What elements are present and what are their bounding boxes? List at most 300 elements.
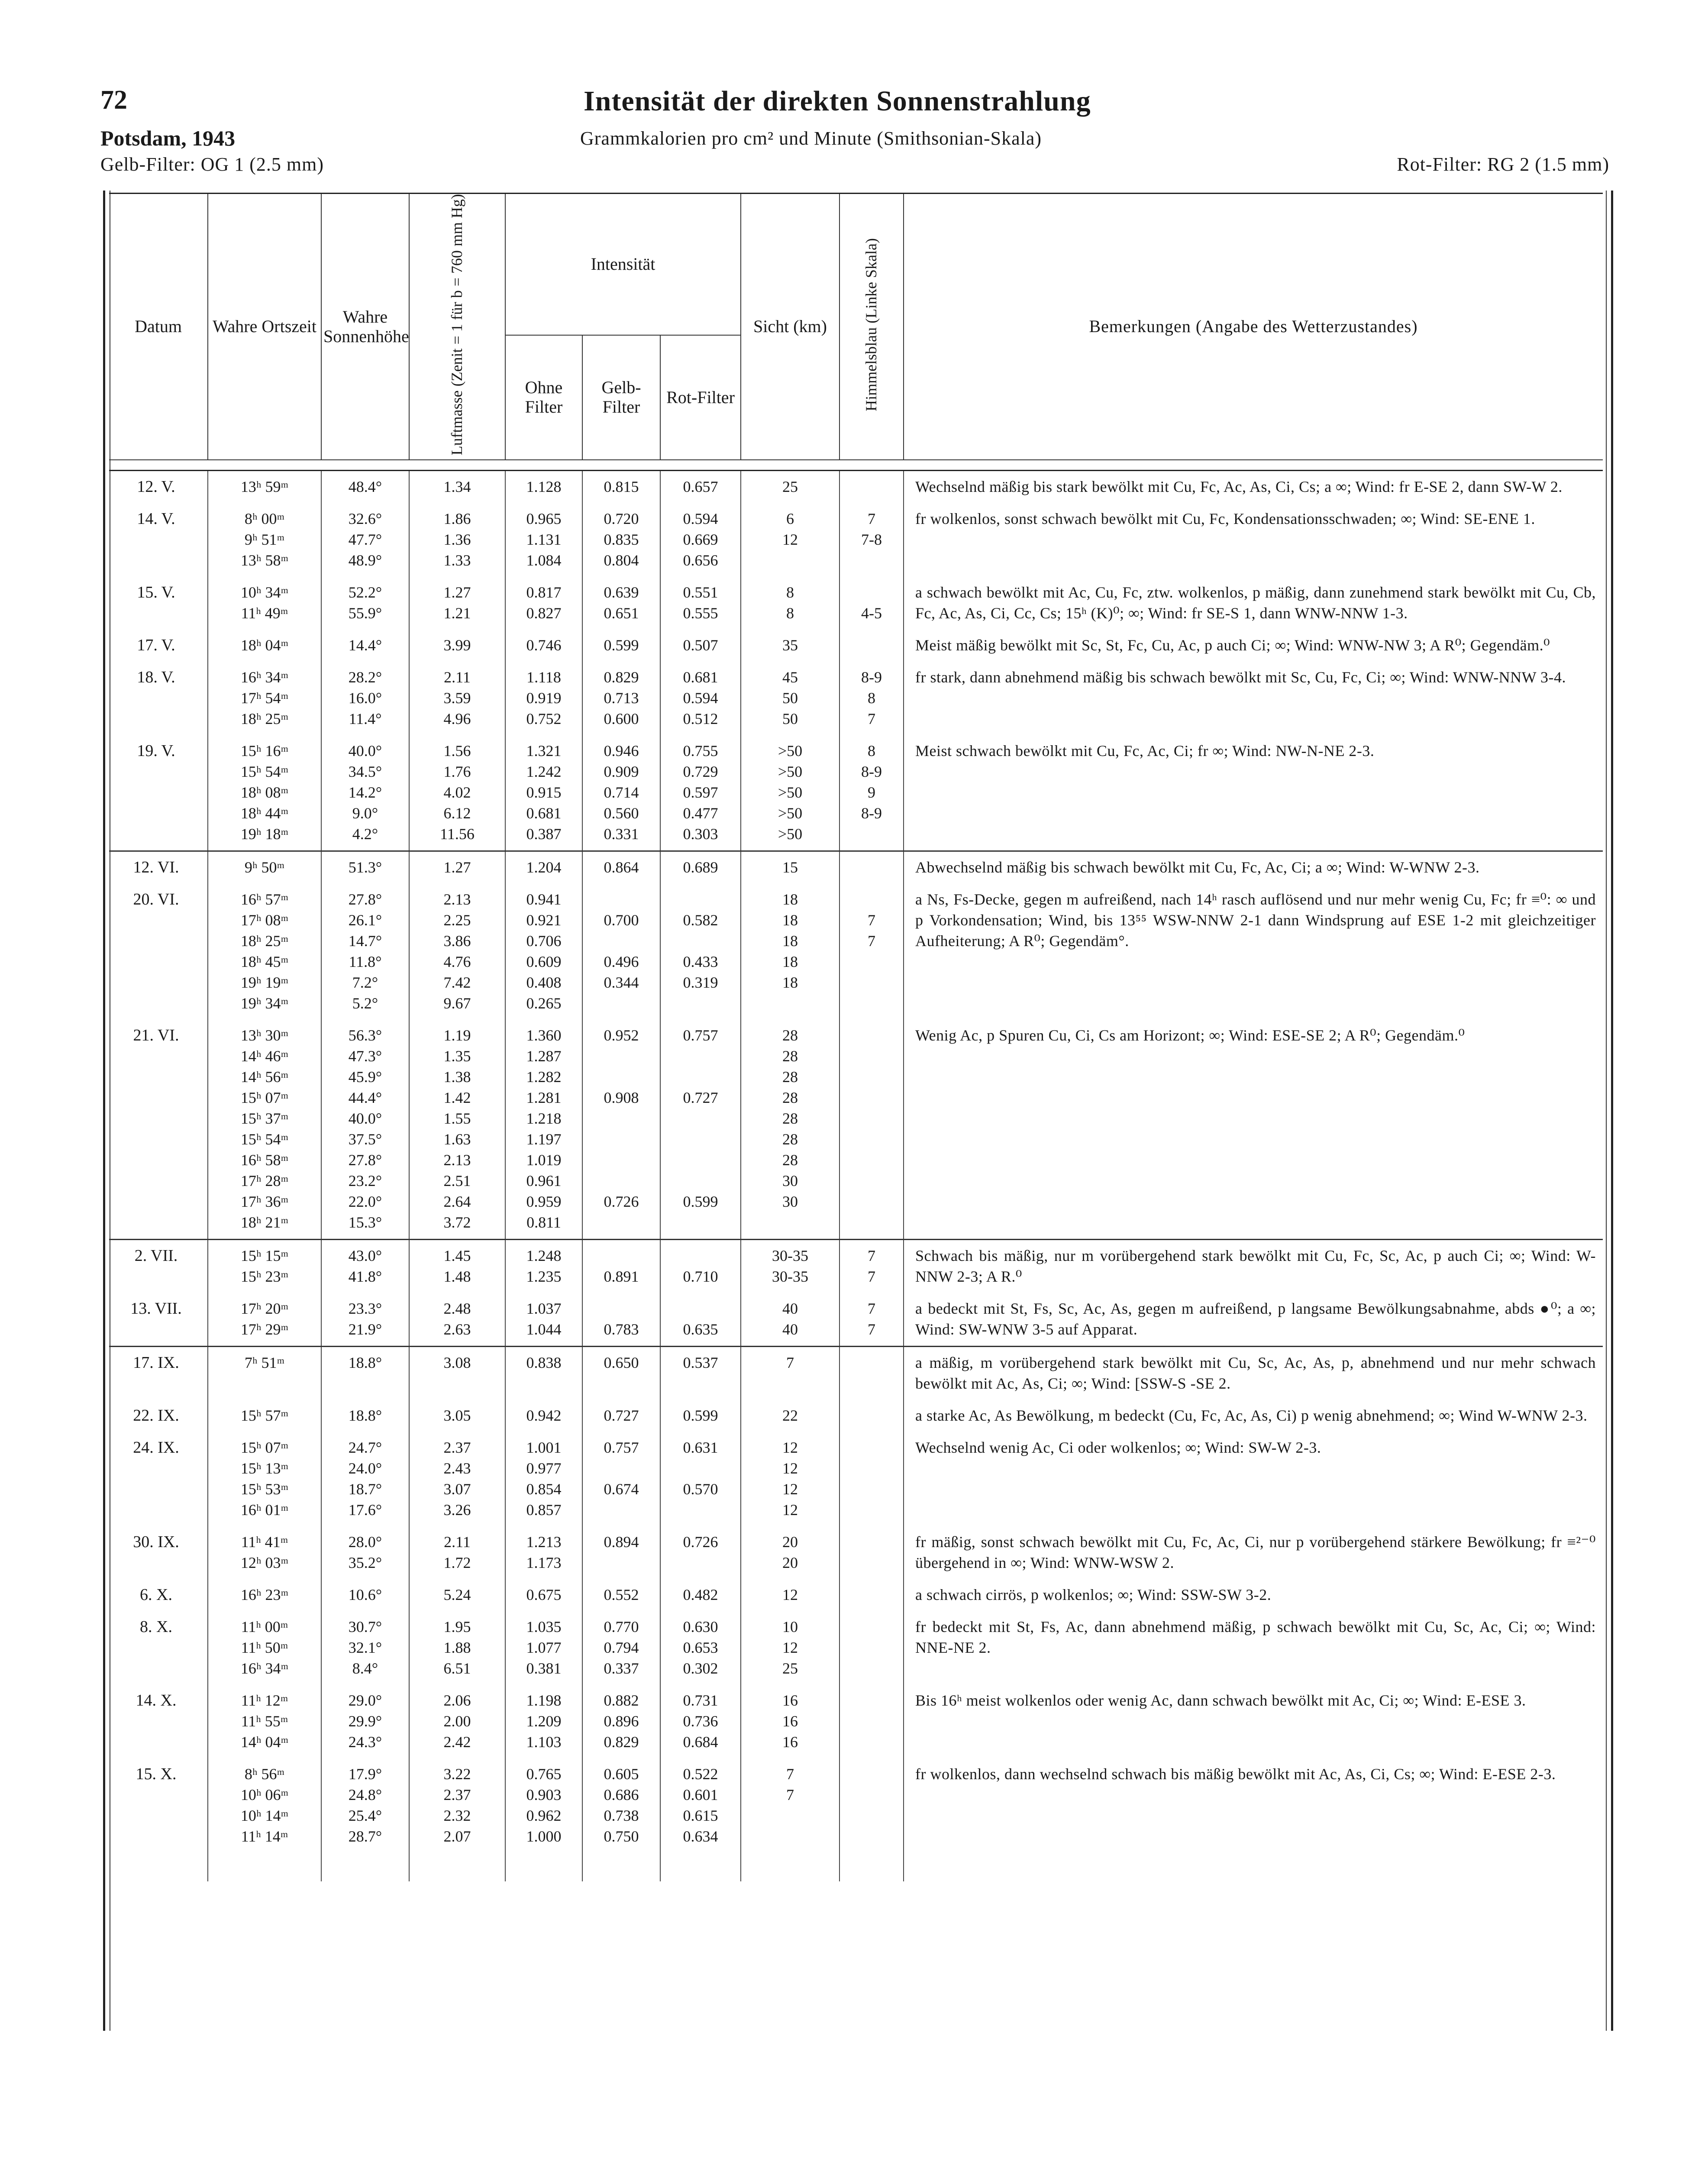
airmass-cell xyxy=(409,1685,505,1758)
visibility-cell-value: >50 xyxy=(778,742,803,760)
sun-altitude-cell-value: 17.9° xyxy=(348,1765,382,1783)
intensity-yellow-cell-value: 0.650 xyxy=(604,1354,639,1372)
airmass-cell-value: 2.13 xyxy=(443,891,471,908)
sun-altitude-cell xyxy=(321,1347,409,1400)
time-cell-value: 11ʰ 49ᵐ xyxy=(241,604,288,622)
intensity-no-filter-cell-value: 0.962 xyxy=(526,1807,562,1825)
airmass-cell-value: 2.37 xyxy=(443,1786,471,1804)
intensity-red-cell-value: 0.729 xyxy=(683,763,718,781)
airmass-cell xyxy=(409,735,505,851)
intensity-yellow-cell xyxy=(582,1579,660,1611)
time-cell-value: 17ʰ 20ᵐ xyxy=(240,1300,289,1318)
sky-blue-cell-value xyxy=(840,1690,903,1711)
sky-blue-cell-value xyxy=(840,1108,903,1129)
sun-altitude-cell-value: 34.5° xyxy=(348,763,382,781)
airmass-cell-value: 4.02 xyxy=(443,784,471,801)
time-cell-value: 17ʰ 54ᵐ xyxy=(240,689,289,707)
intensity-red-cell-value: 0.599 xyxy=(683,1193,718,1211)
remarks-cell: Wechselnd wenig Ac, Ci oder wolkenlos; ∞; Wind: SW-W 2-3. xyxy=(904,1432,1603,1526)
sky-blue-cell-value: 8-9 xyxy=(861,669,882,686)
airmass-cell-value: 1.45 xyxy=(443,1247,471,1265)
observation-group xyxy=(109,884,1603,1020)
sun-altitude-cell xyxy=(321,662,409,735)
airmass-cell-value: 2.32 xyxy=(443,1807,471,1825)
remarks-cell: Meist schwach bewölkt mit Cu, Fc, Ac, Ci; fr ∞; Wind: NW-N-NE 2-3. xyxy=(904,735,1603,851)
sun-altitude-cell xyxy=(321,1758,409,1881)
sun-altitude-cell-value: 40.0° xyxy=(348,742,382,760)
visibility-cell-value: 18 xyxy=(782,974,798,992)
time-cell-value: 16ʰ 57ᵐ xyxy=(240,891,289,908)
airmass-cell xyxy=(409,1020,505,1240)
intensity-red-cell-value xyxy=(661,1298,740,1319)
intensity-yellow-cell xyxy=(582,1020,660,1240)
airmass-cell-value: 2.00 xyxy=(443,1713,471,1730)
intensity-yellow-cell-value xyxy=(583,1046,660,1066)
sky-blue-cell-value xyxy=(840,1584,903,1605)
intensity-red-cell xyxy=(660,1611,741,1685)
observation-group xyxy=(109,1293,1603,1347)
sky-blue-cell-value xyxy=(840,889,903,910)
intensity-yellow-cell-value: 0.835 xyxy=(604,531,639,549)
intensity-red-cell-value: 0.757 xyxy=(683,1027,718,1044)
sky-blue-cell-value xyxy=(840,951,903,972)
intensity-no-filter-cell-value: 1.204 xyxy=(526,859,562,876)
sun-altitude-cell-value: 52.2° xyxy=(348,584,382,601)
intensity-yellow-cell-value xyxy=(583,1499,660,1520)
visibility-cell xyxy=(741,735,839,851)
visibility-cell-value: 28 xyxy=(782,1131,798,1148)
sky-blue-cell xyxy=(839,662,904,735)
intensity-yellow-cell-value xyxy=(583,931,660,951)
airmass-cell xyxy=(409,1526,505,1579)
airmass-cell-value: 6.12 xyxy=(443,805,471,822)
visibility-cell xyxy=(741,630,839,662)
sun-altitude-cell-value: 14.2° xyxy=(348,784,382,801)
date-cell: 12. VI. xyxy=(109,851,208,884)
visibility-cell xyxy=(741,471,839,504)
sky-blue-cell xyxy=(839,1293,904,1347)
intensity-red-cell-value: 0.582 xyxy=(683,911,718,929)
sun-altitude-cell xyxy=(321,1293,409,1347)
visibility-cell-value: 30 xyxy=(782,1172,798,1190)
intensity-no-filter-cell-value: 1.321 xyxy=(526,742,562,760)
intensity-red-cell-value: 0.477 xyxy=(683,805,718,822)
sun-altitude-cell-value: 47.3° xyxy=(348,1047,382,1065)
col-header-red-filter: Rot-Filter xyxy=(660,335,741,460)
intensity-no-filter-cell-value: 0.706 xyxy=(526,932,562,950)
sun-altitude-cell-value: 32.1° xyxy=(348,1639,382,1657)
airmass-cell-value: 1.27 xyxy=(443,584,471,601)
time-cell xyxy=(208,1579,321,1611)
visibility-cell-value: 16 xyxy=(782,1692,798,1709)
intensity-yellow-cell-value: 0.794 xyxy=(604,1639,639,1657)
page-number: 72 xyxy=(100,85,127,115)
intensity-red-cell-value: 0.727 xyxy=(683,1089,718,1107)
intensity-no-filter-cell-value: 0.408 xyxy=(526,974,562,992)
visibility-cell xyxy=(741,851,839,884)
sky-blue-cell-value xyxy=(840,1552,903,1573)
sun-altitude-cell xyxy=(321,1526,409,1579)
observation-group xyxy=(109,1758,1603,1881)
sun-altitude-cell xyxy=(321,577,409,630)
intensity-no-filter-cell-value: 1.197 xyxy=(526,1131,562,1148)
sun-altitude-cell xyxy=(321,1432,409,1526)
time-cell xyxy=(208,1020,321,1240)
visibility-cell-value: 50 xyxy=(782,689,798,707)
sky-blue-cell-value: 7 xyxy=(868,911,875,929)
table-body xyxy=(109,471,1603,1882)
airmass-cell-value: 2.37 xyxy=(443,1439,471,1457)
time-cell-value: 8ʰ 00ᵐ xyxy=(244,510,285,528)
sun-altitude-cell-value: 18.8° xyxy=(348,1354,382,1372)
page-title: Intensität der direkten Sonnenstrahlung xyxy=(584,85,1091,117)
airmass-cell-value: 3.22 xyxy=(443,1765,471,1783)
date-cell: 19. V. xyxy=(137,742,175,760)
intensity-red-cell-value: 0.303 xyxy=(683,825,718,843)
sun-altitude-cell-value: 51.3° xyxy=(348,859,382,876)
time-cell xyxy=(208,471,321,504)
visibility-cell-value: 6 xyxy=(786,510,794,528)
intensity-red-cell-value xyxy=(661,1129,740,1150)
airmass-cell-value: 2.11 xyxy=(444,669,471,686)
intensity-yellow-cell-value: 0.337 xyxy=(604,1660,639,1677)
time-cell-value: 14ʰ 46ᵐ xyxy=(240,1047,289,1065)
sky-blue-cell-value xyxy=(840,1479,903,1499)
sky-blue-cell-value: 7 xyxy=(868,1321,875,1338)
intensity-yellow-cell xyxy=(582,662,660,735)
intensity-no-filter-cell-value: 0.977 xyxy=(526,1460,562,1477)
sky-blue-cell-value xyxy=(840,1458,903,1479)
sun-altitude-cell xyxy=(321,884,409,1020)
sun-altitude-cell-value: 10.6° xyxy=(348,1586,382,1604)
time-cell-value: 13ʰ 58ᵐ xyxy=(240,552,289,569)
sky-blue-cell xyxy=(839,884,904,1020)
sun-altitude-cell-value: 30.7° xyxy=(348,1618,382,1636)
sun-altitude-cell-value: 29.0° xyxy=(348,1692,382,1709)
sun-altitude-cell xyxy=(321,1611,409,1685)
time-cell xyxy=(208,1347,321,1400)
units-subtitle: Grammkalorien pro cm² und Minute (Smithsonian-Skala) xyxy=(580,128,1042,149)
intensity-yellow-cell-value: 0.700 xyxy=(604,911,639,929)
time-cell-value: 15ʰ 13ᵐ xyxy=(240,1460,289,1477)
airmass-cell-value: 3.72 xyxy=(443,1214,471,1231)
observation-group xyxy=(109,630,1603,662)
airmass-cell xyxy=(409,884,505,1020)
date-cell: 30. IX. xyxy=(133,1533,179,1551)
sky-blue-cell xyxy=(839,1400,904,1432)
sky-blue-cell-value xyxy=(840,1352,903,1373)
intensity-no-filter-cell-value: 1.198 xyxy=(526,1692,562,1709)
sky-blue-cell-value: 7-8 xyxy=(861,531,882,549)
sky-blue-cell xyxy=(839,1020,904,1240)
time-cell-value: 15ʰ 16ᵐ xyxy=(240,742,289,760)
intensity-red-cell-value: 0.630 xyxy=(683,1618,718,1636)
time-cell-value: 18ʰ 25ᵐ xyxy=(240,932,289,950)
intensity-yellow-cell-value: 0.896 xyxy=(604,1713,639,1730)
observation-group xyxy=(109,851,1603,884)
time-cell-value: 19ʰ 19ᵐ xyxy=(240,974,289,992)
date-cell: 24. IX. xyxy=(133,1438,179,1457)
sky-blue-cell-value: 8 xyxy=(868,742,875,760)
time-cell-value: 10ʰ 14ᵐ xyxy=(240,1807,289,1825)
intensity-red-cell xyxy=(660,1240,741,1293)
time-cell-value: 11ʰ 12ᵐ xyxy=(241,1692,288,1709)
sun-altitude-cell xyxy=(321,503,409,577)
intensity-red-cell xyxy=(660,1293,741,1347)
time-cell-value: 18ʰ 04ᵐ xyxy=(240,637,289,654)
intensity-yellow-cell-value: 0.815 xyxy=(604,478,639,496)
intensity-no-filter-cell-value: 1.287 xyxy=(526,1047,562,1065)
remarks-cell: fr mäßig, sonst schwach bewölkt mit Cu, Fc, Ac, Ci, nur p vorübergehend stärkere Bewölkung; fr ≡²⁻⁰ übergehend in ∞; Wind: WNW-WSW 2. xyxy=(904,1526,1603,1579)
col-header-visibility: Sicht (km) xyxy=(741,194,839,460)
airmass-cell xyxy=(409,1293,505,1347)
sun-altitude-cell-value: 16.0° xyxy=(348,689,382,707)
intensity-no-filter-cell-value: 0.609 xyxy=(526,953,562,971)
intensity-red-cell-value: 0.710 xyxy=(683,1268,718,1286)
intensity-yellow-cell xyxy=(582,1240,660,1293)
intensity-yellow-cell-value: 0.864 xyxy=(604,859,639,876)
time-cell xyxy=(208,735,321,851)
sky-blue-cell xyxy=(839,1240,904,1293)
intensity-red-cell-value: 0.631 xyxy=(683,1439,718,1457)
airmass-cell-value: 2.06 xyxy=(443,1692,471,1709)
visibility-cell-value: 8 xyxy=(786,584,794,601)
intensity-red-cell-value: 0.522 xyxy=(683,1765,718,1783)
sun-altitude-cell-value: 40.0° xyxy=(348,1110,382,1128)
intensity-no-filter-cell-value: 0.857 xyxy=(526,1501,562,1519)
sun-altitude-cell-value: 27.8° xyxy=(348,1151,382,1169)
observation-group xyxy=(109,1432,1603,1526)
sun-altitude-cell-value: 7.2° xyxy=(352,974,378,992)
airmass-cell-value: 2.48 xyxy=(443,1300,471,1318)
remarks-cell: Abwechselnd mäßig bis schwach bewölkt mit Cu, Fc, Ac, Ci; a ∞; Wind: W-WNW 2-3. xyxy=(904,851,1603,884)
sun-altitude-cell-value: 24.3° xyxy=(348,1733,382,1751)
time-cell xyxy=(208,1293,321,1347)
sun-altitude-cell-value: 44.4° xyxy=(348,1089,382,1107)
date-cell: 14. X. xyxy=(136,1691,177,1710)
sky-blue-cell-value xyxy=(840,857,903,878)
airmass-cell-value: 3.08 xyxy=(443,1354,471,1372)
sky-blue-cell-value xyxy=(840,1437,903,1458)
visibility-cell-value: 12 xyxy=(782,1501,798,1519)
intensity-red-cell-value: 0.302 xyxy=(683,1660,718,1677)
sky-blue-cell-value xyxy=(840,1658,903,1679)
sun-altitude-cell-value: 18.7° xyxy=(348,1480,382,1498)
airmass-cell-value: 1.95 xyxy=(443,1618,471,1636)
airmass-cell xyxy=(409,471,505,504)
visibility-cell-value: 18 xyxy=(782,911,798,929)
intensity-red-cell-value: 0.594 xyxy=(683,510,718,528)
remarks-cell: Wechselnd mäßig bis stark bewölkt mit Cu, Fc, Ac, As, Ci, Cs; a ∞; Wind: fr E-SE 2, dann SW-W 2. xyxy=(904,471,1603,504)
sun-altitude-cell-value: 14.7° xyxy=(348,932,382,950)
airmass-cell-value: 3.05 xyxy=(443,1407,471,1425)
intensity-red-cell-value: 0.597 xyxy=(683,784,718,801)
airmass-cell xyxy=(409,1347,505,1400)
intensity-yellow-cell-value: 0.713 xyxy=(604,689,639,707)
intensity-red-cell-value xyxy=(661,889,740,910)
intensity-yellow-cell xyxy=(582,471,660,504)
intensity-yellow-cell xyxy=(582,1611,660,1685)
sky-blue-cell-value xyxy=(840,476,903,497)
intensity-no-filter-cell-value: 1.044 xyxy=(526,1321,562,1338)
intensity-no-filter-cell xyxy=(505,1020,582,1240)
airmass-cell xyxy=(409,630,505,662)
col-header-airmass xyxy=(409,194,505,460)
intensity-red-cell-value: 0.684 xyxy=(683,1733,718,1751)
visibility-cell-value: 12 xyxy=(782,1460,798,1477)
intensity-yellow-cell-value: 0.600 xyxy=(604,710,639,728)
sky-blue-cell xyxy=(839,1432,904,1526)
sun-altitude-cell-value: 29.9° xyxy=(348,1713,382,1730)
visibility-cell xyxy=(741,1685,839,1758)
intensity-no-filter-cell xyxy=(505,735,582,851)
sky-blue-cell-value: 7 xyxy=(868,1247,875,1265)
observation-group xyxy=(109,1347,1603,1400)
sky-blue-cell-value: 7 xyxy=(868,1268,875,1286)
sky-blue-cell-value xyxy=(840,550,903,571)
airmass-cell-value: 1.63 xyxy=(443,1131,471,1148)
sun-altitude-cell xyxy=(321,735,409,851)
intensity-no-filter-cell-value: 0.681 xyxy=(526,805,562,822)
observation-group xyxy=(109,735,1603,851)
intensity-red-cell-value: 0.634 xyxy=(683,1828,718,1845)
intensity-red-cell-value xyxy=(661,1108,740,1129)
visibility-cell-value: 20 xyxy=(782,1533,798,1551)
sun-altitude-cell xyxy=(321,1020,409,1240)
intensity-no-filter-cell-value: 1.360 xyxy=(526,1027,562,1044)
intensity-yellow-cell xyxy=(582,851,660,884)
sun-altitude-cell-value: 55.9° xyxy=(348,604,382,622)
remarks-cell: fr bedeckt mit St, Fs, Ac, dann abnehmend mäßig, p schwach bewölkt mit Cu, Sc, Ac, Ci; ∞; Wind: NNE-NE 2. xyxy=(904,1611,1603,1685)
visibility-cell xyxy=(741,1347,839,1400)
col-header-sky-blue xyxy=(839,194,904,460)
airmass-cell-value: 3.59 xyxy=(443,689,471,707)
sun-altitude-cell-value: 28.0° xyxy=(348,1533,382,1551)
time-cell-value: 19ʰ 18ᵐ xyxy=(240,825,289,843)
sky-blue-cell-value xyxy=(840,1191,903,1212)
intensity-no-filter-cell-value: 0.827 xyxy=(526,604,562,622)
intensity-no-filter-cell-value: 1.218 xyxy=(526,1110,562,1128)
sky-blue-cell-value xyxy=(840,1805,903,1826)
airmass-cell-value: 1.19 xyxy=(443,1027,471,1044)
date-cell: 21. VI. xyxy=(133,1026,179,1045)
intensity-yellow-cell-value: 0.560 xyxy=(604,805,639,822)
intensity-red-cell xyxy=(660,1347,741,1400)
sky-blue-cell-value xyxy=(840,1616,903,1637)
observation-group xyxy=(109,503,1603,577)
intensity-yellow-cell-value: 0.882 xyxy=(604,1692,639,1709)
sun-altitude-cell-value: 18.8° xyxy=(348,1407,382,1425)
time-cell-value: 13ʰ 59ᵐ xyxy=(240,478,289,496)
date-cell: 15. X. xyxy=(136,1765,177,1784)
observation-group xyxy=(109,662,1603,735)
sun-altitude-cell-value: 43.0° xyxy=(348,1247,382,1265)
time-cell-value: 15ʰ 23ᵐ xyxy=(240,1268,289,1286)
intensity-no-filter-cell-value: 1.173 xyxy=(526,1554,562,1572)
visibility-cell-value: 8 xyxy=(786,604,794,622)
sky-blue-cell-value: 9 xyxy=(868,784,875,801)
airmass-cell-value: 4.96 xyxy=(443,710,471,728)
sky-blue-cell-value xyxy=(840,1066,903,1087)
col-header-no-filter: Ohne Filter xyxy=(505,335,582,460)
sky-blue-cell-value: 7 xyxy=(868,710,875,728)
intensity-yellow-cell xyxy=(582,1432,660,1526)
observation-group xyxy=(109,577,1603,630)
sun-altitude-cell-value: 37.5° xyxy=(348,1131,382,1148)
time-cell-value: 18ʰ 25ᵐ xyxy=(240,710,289,728)
intensity-yellow-cell-value xyxy=(583,1108,660,1129)
intensity-yellow-cell-value xyxy=(583,993,660,1014)
sun-altitude-cell xyxy=(321,1685,409,1758)
intensity-no-filter-cell-value: 1.035 xyxy=(526,1618,562,1636)
sun-altitude-cell-value: 41.8° xyxy=(348,1268,382,1286)
airmass-cell-value: 1.48 xyxy=(443,1268,471,1286)
intensity-no-filter-cell xyxy=(505,1685,582,1758)
date-cell: 2. VII. xyxy=(109,1240,208,1293)
time-cell-value: 15ʰ 07ᵐ xyxy=(240,1439,289,1457)
visibility-cell-value: 25 xyxy=(782,478,798,496)
intensity-no-filter-cell xyxy=(505,1432,582,1526)
observation-group xyxy=(109,471,1603,504)
intensity-yellow-cell-value: 0.686 xyxy=(604,1786,639,1804)
time-cell-value: 11ʰ 41ᵐ xyxy=(241,1533,288,1551)
sky-blue-cell-value xyxy=(840,635,903,656)
intensity-yellow-cell xyxy=(582,1293,660,1347)
intensity-no-filter-cell-value: 1.209 xyxy=(526,1713,562,1730)
sky-blue-cell-value xyxy=(840,993,903,1014)
intensity-no-filter-cell xyxy=(505,662,582,735)
time-cell-value: 16ʰ 34ᵐ xyxy=(240,669,289,686)
visibility-cell-value: 12 xyxy=(782,1480,798,1498)
sky-blue-cell xyxy=(839,1685,904,1758)
intensity-no-filter-cell xyxy=(505,1579,582,1611)
intensity-no-filter-cell-value: 1.000 xyxy=(526,1828,562,1845)
time-cell-value: 15ʰ 15ᵐ xyxy=(240,1247,289,1265)
airmass-cell-value: 2.11 xyxy=(444,1533,471,1551)
intensity-no-filter-cell xyxy=(505,471,582,504)
intensity-yellow-cell xyxy=(582,1526,660,1579)
intensity-yellow-cell-value xyxy=(583,1150,660,1170)
sun-altitude-cell-value: 24.7° xyxy=(348,1439,382,1457)
time-cell-value: 18ʰ 45ᵐ xyxy=(240,953,289,971)
date-cell: 13. VII. xyxy=(130,1299,182,1318)
sun-altitude-cell-value: 45.9° xyxy=(348,1068,382,1086)
airmass-cell-value: 11.56 xyxy=(440,825,475,843)
observation-group xyxy=(109,1526,1603,1579)
visibility-cell xyxy=(741,1240,839,1293)
visibility-cell-value: >50 xyxy=(778,763,803,781)
intensity-no-filter-cell xyxy=(505,630,582,662)
visibility-cell-value: 45 xyxy=(782,669,798,686)
airmass-cell-value: 1.34 xyxy=(443,478,471,496)
observation-group xyxy=(109,1611,1603,1685)
visibility-cell-value: 40 xyxy=(782,1300,798,1318)
visibility-cell-value: 50 xyxy=(782,710,798,728)
time-cell xyxy=(208,1685,321,1758)
sky-blue-cell xyxy=(839,577,904,630)
airmass-cell-value: 5.24 xyxy=(443,1586,471,1604)
intensity-red-cell xyxy=(660,1020,741,1240)
time-cell-value: 10ʰ 34ᵐ xyxy=(240,584,289,601)
intensity-yellow-cell-value: 0.946 xyxy=(604,742,639,760)
sun-altitude-cell-value: 14.4° xyxy=(348,637,382,654)
sky-blue-cell xyxy=(839,1579,904,1611)
intensity-red-cell-value xyxy=(661,1458,740,1479)
date-cell: 17. IX. xyxy=(109,1347,208,1400)
intensity-red-cell xyxy=(660,1758,741,1881)
sky-blue-cell xyxy=(839,1758,904,1881)
sky-blue-cell xyxy=(839,851,904,884)
